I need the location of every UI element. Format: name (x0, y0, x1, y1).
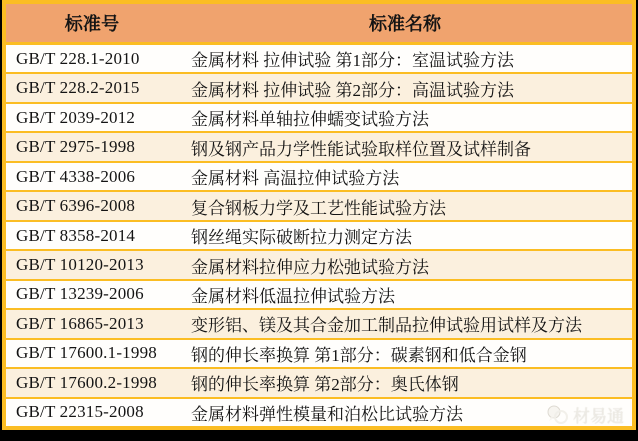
standard-code: GB/T 4338-2006 (16, 166, 136, 186)
table-row (6, 104, 632, 133)
table-row (6, 251, 632, 280)
standard-code: GB/T 2975-1998 (16, 137, 136, 157)
watermark-text: 材易通 (573, 407, 624, 426)
standard-name: 金属材料单轴拉伸蠕变试验方法 (191, 110, 429, 130)
table-row (6, 133, 632, 162)
standard-name: 金属材料拉伸应力松弛试验方法 (191, 257, 429, 277)
table-row (6, 74, 632, 103)
header-standard-code: 标准号 (64, 14, 120, 34)
standard-name: 钢的伸长率换算 第1部分：碳素钢和低合金钢 (191, 345, 527, 365)
table-header-row (6, 4, 632, 45)
standard-name: 钢及钢产品力学性能试验取样位置及试样制备 (191, 139, 531, 159)
standard-name: 变形铝、镁及其合金加工制品拉伸试验用试样及方法 (191, 316, 582, 336)
standard-name: 金属材料低温拉伸试验方法 (191, 286, 395, 306)
standard-code: GB/T 17600.1-1998 (16, 343, 157, 363)
table-row (6, 340, 632, 369)
standard-name: 金属材料 拉伸试验 第2部分：高温试验方法 (191, 80, 514, 100)
table-row (6, 45, 632, 74)
standard-code: GB/T 13239-2006 (16, 284, 144, 304)
standard-name: 金属材料弹性模量和泊松比试验方法 (191, 404, 463, 424)
standards-table (2, 0, 636, 430)
table-row (6, 369, 632, 398)
standard-code: GB/T 8358-2014 (16, 225, 136, 245)
standard-name: 复合钢板力学及工艺性能试验方法 (191, 198, 446, 218)
table-row (6, 222, 632, 251)
table-row (6, 192, 632, 221)
standard-code: GB/T 16865-2013 (16, 313, 144, 333)
table-row (6, 399, 632, 426)
standard-code: GB/T 228.1-2010 (16, 48, 140, 68)
standard-code: GB/T 228.2-2015 (16, 78, 140, 98)
standard-name: 钢丝绳实际破断拉力测定方法 (191, 228, 412, 248)
standard-name: 钢的伸长率换算 第2部分：奥氏体钢 (191, 375, 459, 395)
standard-code: GB/T 17600.2-1998 (16, 372, 157, 392)
table-row (6, 281, 632, 310)
standard-code: GB/T 6396-2008 (16, 196, 136, 216)
table-row (6, 310, 632, 339)
standard-name: 金属材料 拉伸试验 第1部分：室温试验方法 (191, 51, 514, 71)
standard-name: 金属材料 高温拉伸试验方法 (191, 169, 400, 189)
header-standard-name: 标准名称 (369, 14, 441, 34)
table-row (6, 163, 632, 192)
standard-code: GB/T 22315-2008 (16, 402, 144, 422)
standard-code: GB/T 10120-2013 (16, 255, 144, 275)
standard-code: GB/T 2039-2012 (16, 107, 136, 127)
